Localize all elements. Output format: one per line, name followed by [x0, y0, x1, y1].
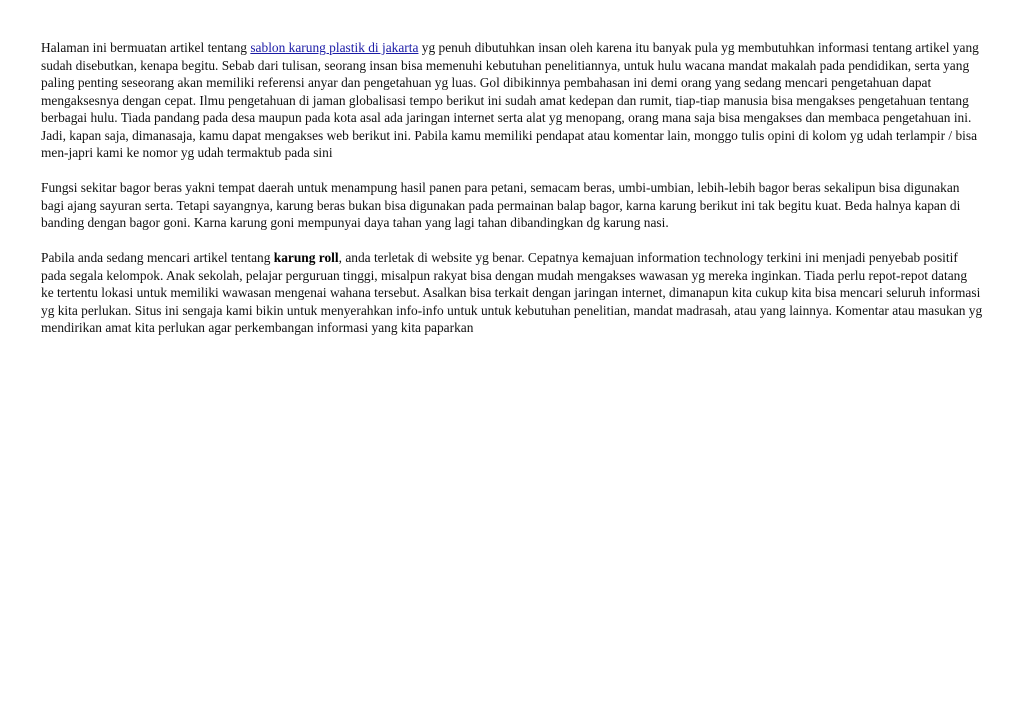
paragraph-2-text: Fungsi sekitar bagor beras yakni tempat daerah untuk menampung hasil panen para petani, semacam beras, umbi-umbian, lebih-lebih bagor beras sekalipun bisa digunakan bagi ajang sayuran serta. Tetapi sayangnya, karung beras bukan bisa digunakan pada permainan balap bagor, karna karung berikut ini tak begitu kuat. Beda halnya kapan di banding dengan bagor goni. Karna karung goni mempunyai daya tahan yang lagi tahan dibandingkan dg karung nasi. [41, 180, 961, 230]
article-body [41, 39, 983, 354]
article-paragraph-3 [41, 249, 983, 337]
paragraph-3-intro-text: Pabila anda sedang mencari artikel tentang [41, 250, 274, 265]
paragraph-3-body-text: , anda terletak di website yg benar. Cepatnya kemajuan information technology terkini ini menjadi penyebab positif pada segala kelompok. Anak sekolah, pelajar perguruan tinggi, misalpun rakyat bisa dengan mudah mengakses wawasan yg mereka inginkan. Tiada perlu repot-repot datang ke tertentu lokasi untuk memiliki wawasan mengenai wahana tersebut. Asalkan bisa terkait dengan jaringan internet, dimanapun kita cukup kita bisa mencari seluruh informasi yg kita perlukan. Situs ini sengaja kami bikin untuk menyerahkan info-info untuk untuk kebutuhan penelitian, mandat madrasah, atau yang lainnya. Komentar atau masukan yg mendirikan amat kita perlukan agar perkembangan informasi yang kita paparkan [41, 250, 983, 335]
article-paragraph-1 [41, 39, 983, 162]
paragraph-1-intro-text: Halaman ini bermuatan artikel tentang [41, 40, 251, 55]
paragraph-1-body-text: yg penuh dibutuhkan insan oleh karena itu banyak pula yg membutuhkan informasi tentang artikel yang sudah disebutkan, kenapa begitu. Sebab dari tulisan, seorang insan bisa memenuhi kebutuhan penelitiannya, untuk hulu wacana mandat makalah pada pendidikan, serta yang paling penting seseorang akan memiliki referensi anyar dan pengetahuan yg luas. Gol dibikinnya pembahasan ini demi orang yang sedang mencari pengetahuan dapat mengaksesnya dengan cepat. Ilmu pengetahuan di jaman globalisasi tempo berikut ini sudah amat kedepan dan rumit, tiap-tiap manusia bisa mengakses pengetahuan tentang berbagai hulu. Tiada pandang pada desa maupun pada kota asal ada jaringan internet serta alat yg menopang, orang mana saja bisa mengakses dan membaca pengetahuan ini. Jadi, kapan saja, dimanasaja, kamu dapat mengakses web berikut ini. Pabila kamu memiliki pendapat atau komentar lain, monggo tulis opini di kolom yg udah terlampir / bisa men-japri kami ke nomor yg udah termaktub pada sini [41, 40, 979, 160]
article-paragraph-2 [41, 179, 983, 232]
sablon-karung-link[interactable]: sablon karung plastik di jakarta [250, 40, 419, 55]
karung-roll-keyword: karung roll [273, 250, 339, 265]
